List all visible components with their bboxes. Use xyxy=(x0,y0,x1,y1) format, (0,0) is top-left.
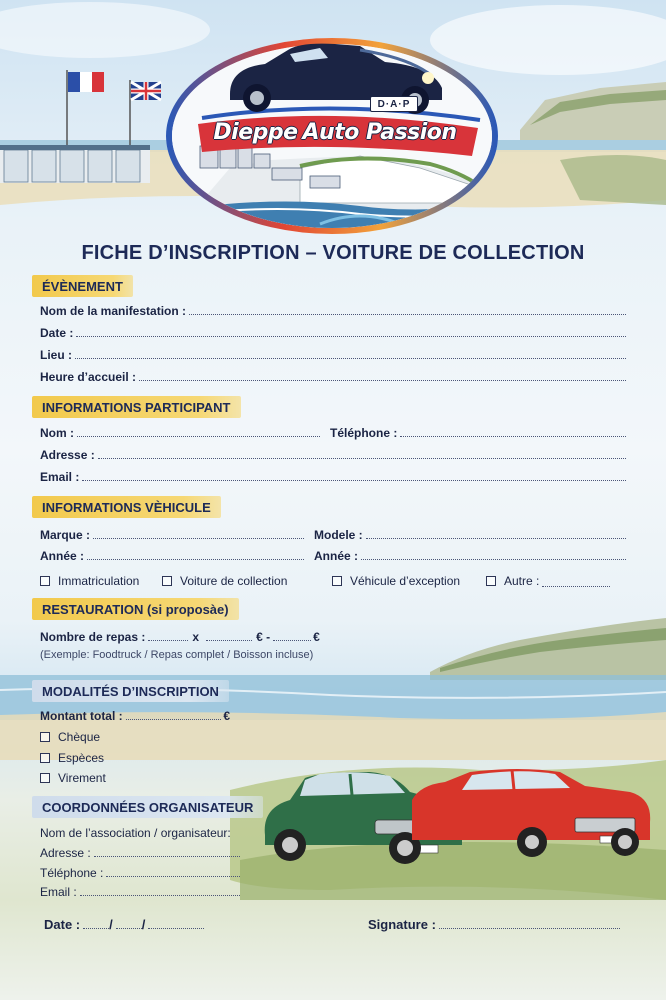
section-participant-heading: INFORMATIONS PARTICIPANT xyxy=(32,396,241,418)
payment-cash-checkbox[interactable] xyxy=(40,751,104,765)
meals-label: Nombre de repas : xyxy=(40,630,146,644)
event-name-field[interactable] xyxy=(40,300,626,318)
signature-field[interactable] xyxy=(368,914,620,932)
organizer-phone-label: Téléphone : xyxy=(40,866,104,880)
event-place-label: Lieu : xyxy=(40,348,72,362)
event-time-field[interactable] xyxy=(40,366,626,384)
checkbox-icon[interactable] xyxy=(40,773,50,783)
participant-email-field[interactable] xyxy=(40,466,626,484)
total-amount-label: Montant total : xyxy=(40,709,123,723)
total-amount-field[interactable] xyxy=(40,705,230,723)
catering-example: (Exemple: Foodtruck / Repas complet / Boisson incluse) xyxy=(40,649,314,661)
date-slash-2: / xyxy=(141,917,146,932)
vehicle-year-field[interactable] xyxy=(40,545,304,563)
option-other-input[interactable] xyxy=(542,575,610,587)
organizer-phone-field[interactable] xyxy=(40,862,240,880)
checkbox-icon[interactable] xyxy=(332,576,342,586)
logo-word-dieppe: Dieppe xyxy=(213,119,298,145)
payment-transfer-label: Virement xyxy=(58,771,106,785)
event-date-label: Date : xyxy=(40,326,74,340)
participant-address-label: Adresse : xyxy=(40,448,95,462)
option-registration-checkbox[interactable] xyxy=(40,574,139,588)
checkbox-icon[interactable] xyxy=(40,732,50,742)
option-other-checkbox[interactable] xyxy=(486,574,610,588)
event-place-field[interactable] xyxy=(40,344,626,362)
participant-phone-field[interactable] xyxy=(330,422,626,440)
participant-phone-label: Téléphone : xyxy=(330,426,398,440)
vehicle-year2-label: Année : xyxy=(314,549,359,563)
logo-wordmark xyxy=(200,112,470,152)
vehicle-model-field[interactable] xyxy=(314,524,626,542)
option-other-label: Autre : xyxy=(504,574,540,588)
option-exception-checkbox[interactable] xyxy=(332,574,460,588)
checkbox-icon[interactable] xyxy=(162,576,172,586)
organizer-email-field[interactable] xyxy=(40,881,240,899)
section-event-heading: ÉVÈNEMENT xyxy=(32,275,133,297)
event-date-field[interactable] xyxy=(40,322,626,340)
total-euro: € xyxy=(223,709,230,723)
option-registration-label: Immatriculation xyxy=(58,574,140,588)
footer-date-field[interactable] xyxy=(44,914,244,932)
checkbox-icon[interactable] xyxy=(40,753,50,763)
meals-times: x xyxy=(192,630,200,644)
organizer-address-label: Adresse : xyxy=(40,846,91,860)
option-exception-label: Véhicule d’exception xyxy=(350,574,461,588)
section-payment-heading: MODALITÉS D’INSCRIPTION xyxy=(32,680,229,702)
vehicle-brand-label: Marque : xyxy=(40,528,91,542)
payment-cheque-label: Chèque xyxy=(58,730,101,744)
checkbox-icon[interactable] xyxy=(40,576,50,586)
payment-cheque-checkbox[interactable] xyxy=(40,730,100,744)
payment-cash-label: Espèces xyxy=(58,751,105,765)
vehicle-brand-field[interactable] xyxy=(40,524,304,542)
date-slash-1: / xyxy=(109,917,113,932)
signature-label: Signature : xyxy=(368,917,436,932)
participant-name-field[interactable] xyxy=(40,422,320,440)
logo-plate: D·A·P xyxy=(370,96,418,112)
organizer-address-field[interactable] xyxy=(40,842,240,860)
participant-address-field[interactable] xyxy=(40,444,626,462)
option-collection-label: Voiture de collection xyxy=(180,574,288,588)
event-time-label: Heure d’accueil : xyxy=(40,370,137,384)
section-catering-heading: RESTAURATION (si proposàe) xyxy=(32,598,239,620)
page-title: FICHE D’INSCRIPTION – VOITURE DE COLLECTION xyxy=(81,242,585,264)
organizer-email-label: Email : xyxy=(40,885,77,899)
checkbox-icon[interactable] xyxy=(486,576,496,586)
meals-euro-minus: € - xyxy=(256,630,271,644)
event-name-label: Nom de la manifestation : xyxy=(40,304,187,318)
meals-euro: € xyxy=(313,630,320,644)
footer-date-label: Date : xyxy=(44,917,81,932)
payment-transfer-checkbox[interactable] xyxy=(40,771,106,785)
section-vehicle-heading: INFORMATIONS VÈHICULE xyxy=(32,496,221,518)
organizer-name-field[interactable] xyxy=(40,822,260,840)
option-collection-checkbox[interactable] xyxy=(162,574,287,588)
participant-name-label: Nom : xyxy=(40,426,74,440)
logo-word-auto-passion: Auto Passion xyxy=(302,119,457,145)
vehicle-year-label: Année : xyxy=(40,549,85,563)
organizer-name-label: Nom de l’association / organisateur: xyxy=(40,826,231,840)
section-organizer-heading: COORDONNÉES ORGANISATEUR xyxy=(32,796,263,818)
meals-field[interactable] xyxy=(40,626,340,644)
vehicle-model-label: Modele : xyxy=(314,528,363,542)
participant-email-label: Email : xyxy=(40,470,80,484)
vehicle-year2-field[interactable] xyxy=(314,545,626,563)
